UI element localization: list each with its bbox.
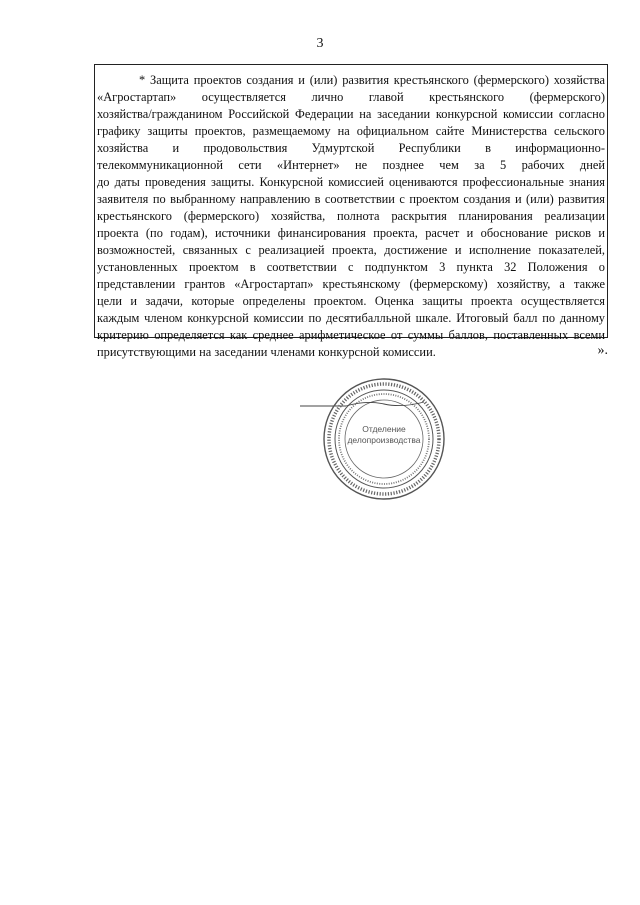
- footnote-box: [94, 64, 608, 359]
- closing-quote: ».: [597, 343, 608, 358]
- footnote-line: цели и задачи, которые определены проектом. Оценка защиты проекта осуществляется: [97, 294, 605, 308]
- signature-stroke: [346, 402, 424, 406]
- footnote-line: графику защиты проектов, размещаемому на официальном сайте Министерства сельского: [97, 124, 605, 138]
- official-stamp: [296, 372, 464, 506]
- footnote-line: «Агростартап» осуществляется лично главой крестьянского (фермерского): [97, 90, 605, 104]
- footnote-line: крестьянского (фермерского) хозяйства, полнота раскрытия планирования реализации: [97, 209, 605, 223]
- footnote-line: представлении грантов «Агростартап» крестьянскому (фермерскому) хозяйству, а также: [97, 277, 605, 291]
- footnote-line: * Защита проектов создания и (или) развития крестьянского (фермерского) хозяйства: [139, 73, 605, 87]
- footnote-line: критерию определяется как среднее арифметическое от суммы баллов, поставленных всеми: [97, 328, 605, 342]
- stamp-inner-text-1: Отделение: [362, 424, 406, 434]
- footnote-line: хозяйства/гражданином Российской Федерации на заседании конкурсной комиссии согласно: [97, 107, 605, 121]
- page-number: 3: [316, 36, 324, 51]
- footnote-text: [97, 72, 605, 361]
- footnote-line: каждым членом конкурсной комиссии по десятибалльной шкале. Итоговый балл по данному: [97, 311, 605, 325]
- footnote-line: возможностей, связанных с реализацией проекта, достижение и исполнение показателей,: [97, 243, 605, 257]
- footnote-line: телекоммуникационной сети «Интернет» не позднее чем за 5 рабочих дней: [97, 158, 605, 172]
- footnote-line: установленных проектом в соответствии с подпунктом 3 пункта 32 Положения о: [97, 260, 605, 274]
- footnote-line: заявителя по выбранному направлению в соответствии с проектом создания и (или) развития: [97, 192, 605, 206]
- footnote-line: хозяйства и продовольствия Удмуртской Республики в информационно-: [97, 141, 605, 155]
- footnote-line: до даты проведения защиты. Конкурсной комиссией оцениваются профессиональные знания: [97, 175, 605, 189]
- footnote-line: присутствующими на заседании членами конкурсной комиссии.: [97, 345, 436, 359]
- footnote-line: проекта (по годам), источники финансирования проекта, расчет и обоснование рисков и: [97, 226, 605, 240]
- stamp-inner-text-2: делопроизводства: [347, 435, 421, 445]
